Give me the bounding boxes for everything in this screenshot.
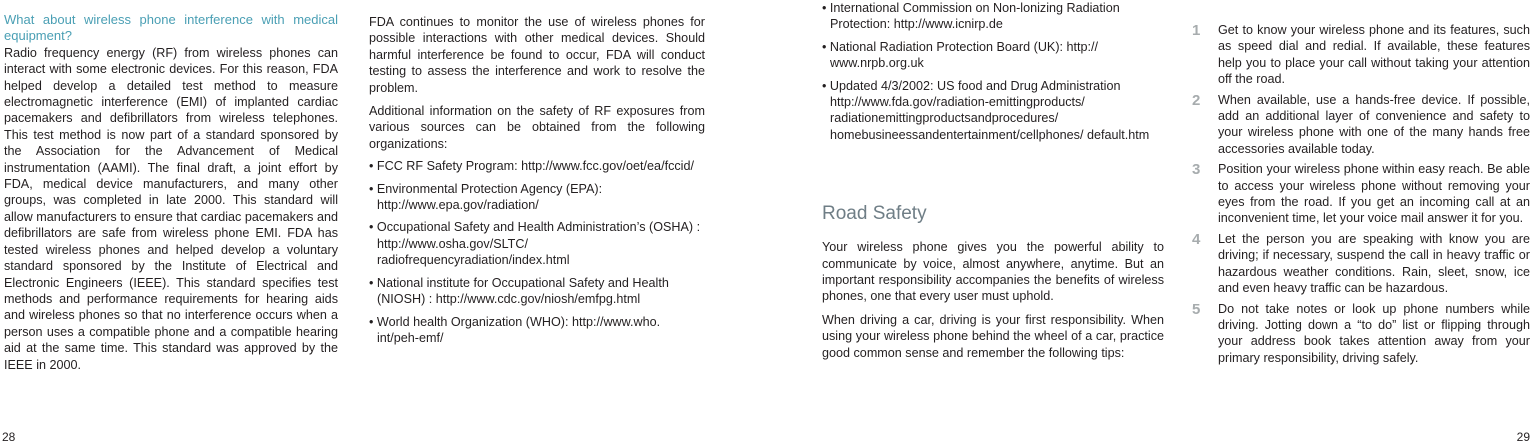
fda-monitor-paragraph: FDA continues to monitor the use of wireless phones for possible interactions with other medical devices. Should harmful interference be found to occur, FDA will conduct testing to assess the interference and work to resolve the problem. [369, 15, 705, 95]
tip-item [1192, 231, 1530, 297]
tip-text: Position your wireless phone within easy reach. Be able to access your wireless phone without removing your eyes from the road. If you get an incoming call at an inconvenient time, let your voice mail answer it for you. [1218, 162, 1530, 226]
org-item-osha: • Occupational Safety and Health Administration’s (OSHA) : http://www.osha.gov/SLTC/ radiofrequencyradiation/index.html [369, 220, 701, 268]
tip-item [1192, 22, 1530, 88]
org-item-niosh: • National institute for Occupational Safety and Health (NIOSH) : http://www.cdc.gov/niosh/emfpg.html [369, 275, 669, 307]
tip-text: Do not take notes or look up phone numbers while driving. Jotting down a “to do” list or flipping through your address book takes attention away from your primary responsibility, driving safely. [1218, 301, 1530, 365]
org-item-nrpb: • National Radiation Protection Board (UK): http:// www.nrpb.org.uk [822, 39, 1099, 71]
page-number-right: 29 [1516, 430, 1530, 444]
org-item-icnirp: • International Commission on Non-lonizing Radiation Protection: http://www.icnirp.de [822, 1, 1120, 32]
org-item-who: • World health Organization (WHO): http://www.who. int/peh-emf/ [369, 314, 661, 345]
interference-paragraph: Radio frequency energy (RF) from wireless phones can interact with some electronic devices. For this reason, FDA helped develop a detailed test method to measure electromagnetic interference (EMI) of implanted cardiac pacemakers and defibrillators from wireless telephones. This test method is now part of a standard sponsored by the Association for the Advancement of Medical instrumentation (AAMI). The final draft, a joint effort by FDA, medical device manufacturers, and many other groups, was completed in late 2000. This standard will allow manufacturers to ensure that cardiac pacemakers and defibrillators are safe from wireless phone EMI. FDA has tested wireless phones and helped develop a voluntary standard sponsored by the Institute of Electrical and Electronic Engineers (IEEE). This standard specifies test methods and performance requirements for hearing aids and wireless phones so that no interference occurs when a person uses a compatible phone and a compatible hearing aid at the same time. This standard was approved by the IEEE in 2000. [4, 45, 338, 372]
tip-number: 1 [1192, 22, 1201, 39]
road-safety-title: Road Safety [822, 203, 927, 225]
tip-number: 3 [1192, 161, 1201, 179]
left-column-1 [4, 2, 338, 373]
tip-number: 4 [1192, 230, 1201, 248]
tip-number: 2 [1192, 91, 1201, 109]
tip-number: 5 [1192, 300, 1201, 318]
right-column-1 [822, 0, 1164, 361]
organizations-list [369, 158, 705, 346]
organizations-list-continued [822, 0, 1164, 143]
right-column-2 [1192, 22, 1530, 370]
org-item-fda-update: • Updated 4/3/2002: US food and Drug Administration http://www.fda.gov/radiation-emittingproducts/ radiationemittingproductsandprocedures/ homebusineessandentertainment/cellphones/ default.htm [822, 78, 1150, 142]
org-item-epa: • Environmental Protection Agency (EPA): http://www.epa.gov/radiation/ [369, 181, 603, 213]
road-safety-paragraph-2: When driving a car, driving is your first responsibility. When using your wireless phone behind the wheel of a car, practice good common sense and remember the following tips: [822, 312, 1164, 360]
org-item-fcc: • FCC RF Safety Program: http://www.fcc.gov/oet/ea/fccid/ [369, 159, 694, 174]
tip-text: Get to know your wireless phone and its features, such as speed dial and redial. If available, these features help you to place your call without taking your attention off the road. [1218, 23, 1530, 87]
tip-item [1192, 92, 1530, 158]
page-number-left: 28 [2, 430, 16, 444]
question-heading: What about wireless phone interference with medical equipment? [4, 12, 338, 44]
tip-text: When available, use a hands-free device. If possible, add an additional layer of convenience and safety to your wireless phone with one of the many hands free accessories available today. [1218, 92, 1530, 156]
road-safety-paragraph-1: Your wireless phone gives you the powerful ability to communicate by voice, almost anywhere, anytime. But an important responsibility accompanies the benefits of wireless phones, one that every user must uphold. [822, 240, 1164, 304]
left-column-2 [369, 14, 705, 352]
tip-text: Let the person you are speaking with know you are driving; if necessary, suspend the call in heavy traffic or hazardous weather conditions. Rain, sleet, snow, ice and even heavy traffic can be hazardous. [1218, 231, 1530, 296]
additional-info-paragraph: Additional information on the safety of RF exposures from various sources can be obtained from the following organizations: [369, 104, 705, 151]
tip-item [1192, 161, 1530, 227]
tip-item [1192, 301, 1530, 367]
driving-tips-list [1192, 22, 1530, 366]
